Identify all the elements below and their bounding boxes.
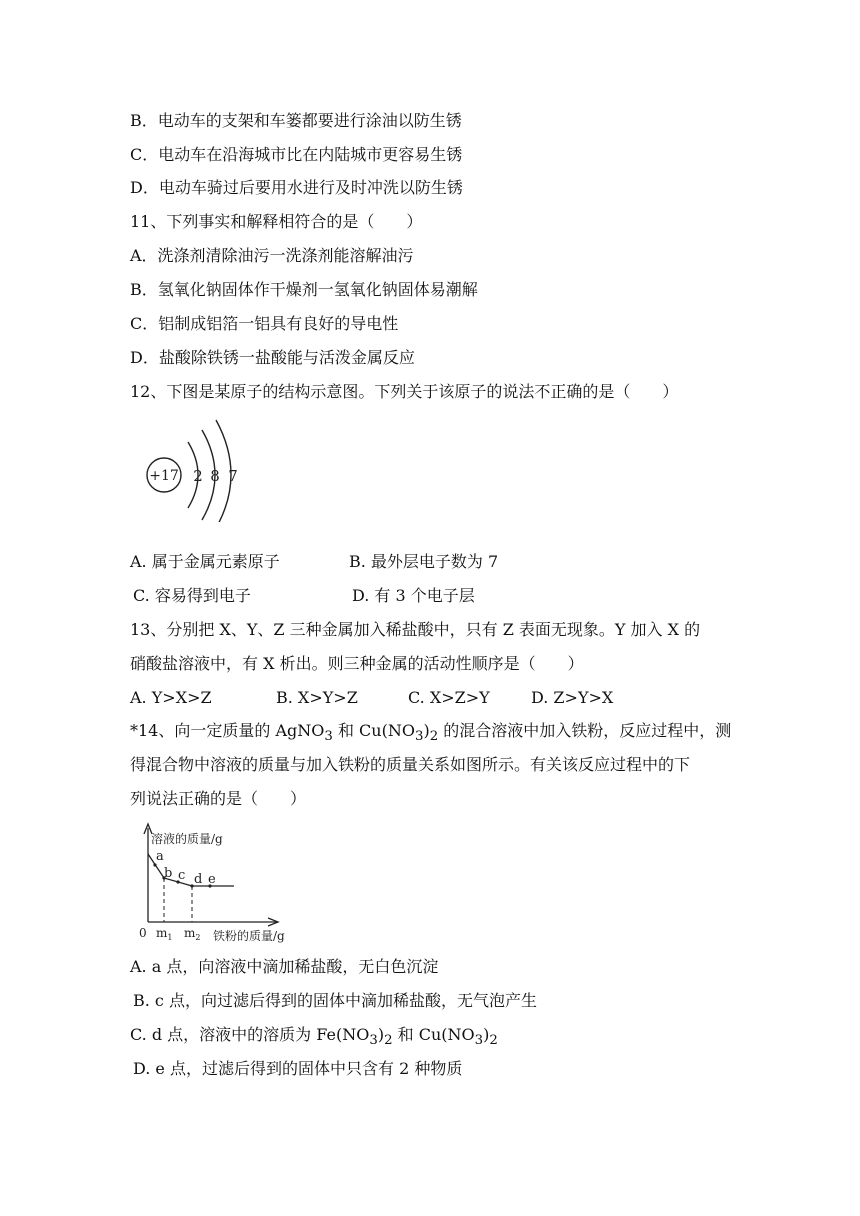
- q12-options-row-1: [130, 551, 770, 573]
- q11-option-b: B．氢氧化钠固体作干燥剂一氢氧化钠固体易潮解: [130, 280, 478, 299]
- q14-option-b: B. c 点，向过滤后得到的固体中滴加稀盐酸，无气泡产生: [133, 991, 537, 1010]
- q12-option-c: C. 容易得到电子: [133, 586, 251, 605]
- m2-letter: m: [184, 926, 196, 940]
- q14-subscript: 3: [324, 729, 333, 745]
- point-b-label: b: [164, 866, 173, 881]
- nucleus-charge: +17: [149, 468, 179, 484]
- q10-option-d: D．电动车骑过后要用水进行及时冲洗以防生锈: [130, 178, 463, 197]
- q14-stem-text-3: ): [423, 721, 430, 740]
- q13-option-a: A. Y>X>Z: [130, 688, 212, 707]
- q13-stem-line-2: 硝酸盐溶液中，有 X 析出。则三种金属的活动性顺序是（ ）: [130, 654, 584, 673]
- point-a-label: a: [156, 849, 164, 864]
- q14-option-a: A. a 点，向溶液中滴加稀盐酸，无白色沉淀: [130, 957, 439, 976]
- y-axis-label: 溶液的质量/g: [151, 832, 223, 846]
- q11-option-a: A．洗涤剂清除油污一洗涤剂能溶解油污: [130, 246, 414, 265]
- point-d-label: d: [194, 872, 203, 887]
- q14-subscript: 2: [429, 729, 439, 745]
- q13-stem-line-1: 13、分别把 X、Y、Z 三种金属加入稀盐酸中，只有 Z 表面无现象。Y 加入 X 的: [130, 620, 701, 639]
- q11-option-d: D．盐酸除铁锈一盐酸能与活泼金属反应: [130, 348, 415, 367]
- q14-c-text-4: ): [483, 1025, 490, 1044]
- m1-label: [156, 926, 172, 942]
- shell-1-electrons: 2: [193, 467, 203, 485]
- q14-option-d: D. e 点，过滤后得到的固体中只含有 2 种物质: [133, 1059, 463, 1078]
- q12-stem: 12、下图是某原子的结构示意图。下列关于该原子的说法不正确的是（ ）: [130, 382, 679, 401]
- m2-label: [184, 926, 200, 942]
- q12-options-row-2: [133, 585, 770, 607]
- q14-c-subscript: 2: [489, 1033, 498, 1049]
- q14-c-text-1: C. d 点，溶液中的溶质为 Fe(NO: [130, 1025, 370, 1044]
- point-c-label: c: [178, 868, 186, 883]
- q11-stem: 11、下列事实和解释相符合的是（ ）: [130, 212, 423, 231]
- m1-letter: m: [156, 926, 168, 940]
- shell-3-electrons: 7: [228, 467, 238, 485]
- q12-option-b: B. 最外层电子数为 7: [349, 552, 499, 571]
- q14-stem-line-1: [130, 720, 770, 748]
- q13-option-b: B. X>Y>Z: [276, 688, 358, 707]
- q12-option-d: D. 有 3 个电子层: [352, 586, 475, 605]
- origin-label: 0: [139, 926, 147, 940]
- q14-stem-text-4: 的混合溶液中加入铁粉，反应过程中，测: [438, 721, 732, 740]
- q14-stem-line-2: 得混合物中溶液的质量与加入铁粉的质量关系如图所示。有关该反应过程中的下: [130, 755, 691, 774]
- q14-stem-text-1: *14、向一定质量的 AgNO: [130, 721, 325, 740]
- q13-options-row: [130, 687, 770, 709]
- q14-c-text-2: ): [377, 1025, 385, 1044]
- q14-stem-text-2: 和 Cu(NO: [332, 721, 415, 740]
- q14-c-text-3: 和 Cu(NO: [392, 1025, 475, 1044]
- q14-c-subscript: 2: [384, 1033, 393, 1049]
- q14-stem-line-3: 列说法正确的是（ ）: [130, 789, 307, 808]
- x-axis-label: 铁粉的质量/g: [213, 929, 285, 943]
- q14-c-subscript: 3: [474, 1033, 484, 1049]
- point-e-label: e: [208, 872, 216, 887]
- q12-option-a: A. 属于金属元素原子: [130, 552, 280, 571]
- q14-subscript: 3: [414, 729, 424, 745]
- q14-option-c: [130, 1024, 770, 1052]
- q13-option-c: C. X>Z>Y: [408, 688, 490, 707]
- q10-option-c: C．电动车在沿海城市比在内陆城市更容易生锈: [130, 145, 463, 164]
- m2-subscript: 2: [195, 933, 201, 942]
- shell-2-electrons: 8: [210, 467, 220, 485]
- m1-subscript: 1: [167, 933, 173, 942]
- atom-structure-diagram: [140, 412, 250, 522]
- q14-c-subscript: 3: [369, 1033, 378, 1049]
- q10-option-b: B．电动车的支架和车篓都要进行涂油以防生锈: [130, 111, 462, 130]
- solution-mass-graph: [128, 818, 298, 946]
- q11-option-c: C．铝制成铝箔一铝具有良好的导电性: [130, 314, 399, 333]
- q13-option-d: D. Z>Y>X: [531, 688, 614, 707]
